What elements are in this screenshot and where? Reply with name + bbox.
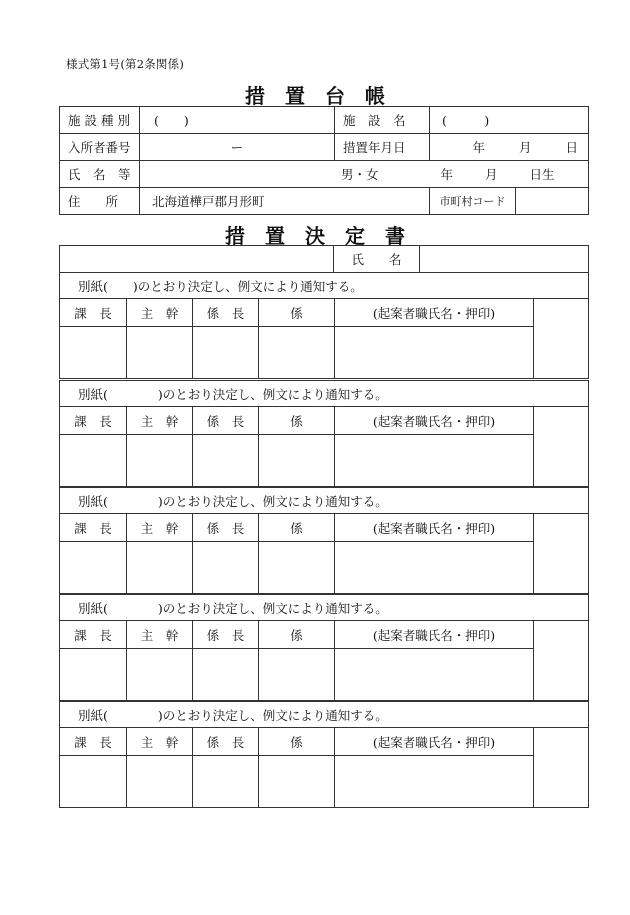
register-header-table [59,106,589,215]
director-stamp[interactable] [127,649,193,701]
director-header: 主 幹 [127,514,193,542]
remarks-cell[interactable] [534,728,589,808]
staff-stamp[interactable] [259,649,335,701]
decision-note: 別紙( )のとおり決定し、例文により通知する。 [60,273,589,299]
section-chief-header: 課 長 [60,514,127,542]
gender-selector[interactable]: 男・女 [341,167,379,182]
approval-block [59,380,589,487]
birth-day: 日生 [529,167,555,182]
section-chief-header: 課 長 [60,621,127,649]
admission-number-label: 入所者番号 [60,134,140,161]
director-stamp[interactable] [127,542,193,594]
staff-stamp[interactable] [259,542,335,594]
subsection-chief-stamp[interactable] [193,327,259,379]
municipality-code-label: 市町村コード [430,188,516,215]
measure-date-month: 月 [518,140,532,155]
staff-header: 係 [259,299,335,327]
admission-number-value[interactable]: ー [140,134,335,161]
birth-year: 年 [440,167,454,182]
facility-name-label: 施 設 名 [335,107,430,134]
drafter-stamp[interactable] [335,542,534,594]
decision-blank-cell [60,246,334,273]
section-chief-stamp[interactable] [60,327,127,379]
director-stamp[interactable] [127,756,193,808]
staff-stamp[interactable] [259,756,335,808]
approval-block [59,701,589,808]
facility-type-label: 施設種別 [60,107,140,134]
section-chief-header: 課 長 [60,407,127,435]
director-header: 主 幹 [127,728,193,756]
address-label: 住 所 [60,188,140,215]
name-label: 氏 名 等 [60,161,140,188]
remarks-cell[interactable] [534,514,589,594]
director-stamp[interactable] [127,435,193,487]
remarks-cell[interactable] [534,621,589,701]
decision-note: 別紙( )のとおり決定し、例文により通知する。 [60,381,589,407]
remarks-cell[interactable] [534,299,589,379]
section-chief-stamp[interactable] [60,435,127,487]
page-title: 措 置 台 帳 [245,84,385,108]
measure-date-year: 年 [472,140,485,155]
decision-note: 別紙( )のとおり決定し、例文により通知する。 [60,595,589,621]
measure-date-label: 措置年月日 [335,134,430,161]
drafter-header: (起案者職氏名・押印) [335,514,534,542]
name-value[interactable] [140,161,589,188]
decision-name-value[interactable] [420,246,589,273]
facility-name-value[interactable]: ( ) [430,107,589,134]
remarks-cell[interactable] [534,407,589,487]
subsection-chief-header: 係 長 [193,728,259,756]
measure-date-value[interactable] [430,134,589,161]
section-chief-stamp[interactable] [60,756,127,808]
drafter-stamp[interactable] [335,327,534,379]
facility-type-value[interactable]: ( ) [140,107,335,134]
municipality-code-value[interactable] [516,188,589,215]
drafter-stamp[interactable] [335,649,534,701]
director-stamp[interactable] [127,327,193,379]
measure-date-day: 日 [565,140,579,155]
drafter-stamp[interactable] [335,435,534,487]
director-header: 主 幹 [127,299,193,327]
subsection-chief-header: 係 長 [193,299,259,327]
approval-block [59,487,589,594]
drafter-header: (起案者職氏名・押印) [335,621,534,649]
staff-stamp[interactable] [259,435,335,487]
decision-name-label: 氏 名 [334,246,420,273]
subsection-chief-stamp[interactable] [193,756,259,808]
subsection-chief-header: 係 長 [193,407,259,435]
drafter-header: (起案者職氏名・押印) [335,728,534,756]
approval-block [59,594,589,701]
birth-month: 月 [485,167,498,182]
decision-title: 措 置 決 定 書 [225,224,405,248]
approval-block [59,272,589,379]
decision-note: 別紙( )のとおり決定し、例文により通知する。 [60,488,589,514]
staff-header: 係 [259,407,335,435]
section-chief-stamp[interactable] [60,649,127,701]
director-header: 主 幹 [127,621,193,649]
staff-stamp[interactable] [259,327,335,379]
subsection-chief-header: 係 長 [193,514,259,542]
decision-name-table [59,245,589,273]
subsection-chief-stamp[interactable] [193,649,259,701]
section-chief-header: 課 長 [60,728,127,756]
drafter-stamp[interactable] [335,756,534,808]
staff-header: 係 [259,621,335,649]
section-chief-stamp[interactable] [60,542,127,594]
director-header: 主 幹 [127,407,193,435]
staff-header: 係 [259,728,335,756]
address-value[interactable]: 北海道樺戸郡月形町 [140,188,430,215]
subsection-chief-stamp[interactable] [193,542,259,594]
section-chief-header: 課 長 [60,299,127,327]
decision-note: 別紙( )のとおり決定し、例文により通知する。 [60,702,589,728]
drafter-header: (起案者職氏名・押印) [335,407,534,435]
drafter-header: (起案者職氏名・押印) [335,299,534,327]
form-number-label: 様式第1号(第2条関係) [66,57,185,71]
subsection-chief-header: 係 長 [193,621,259,649]
subsection-chief-stamp[interactable] [193,435,259,487]
staff-header: 係 [259,514,335,542]
